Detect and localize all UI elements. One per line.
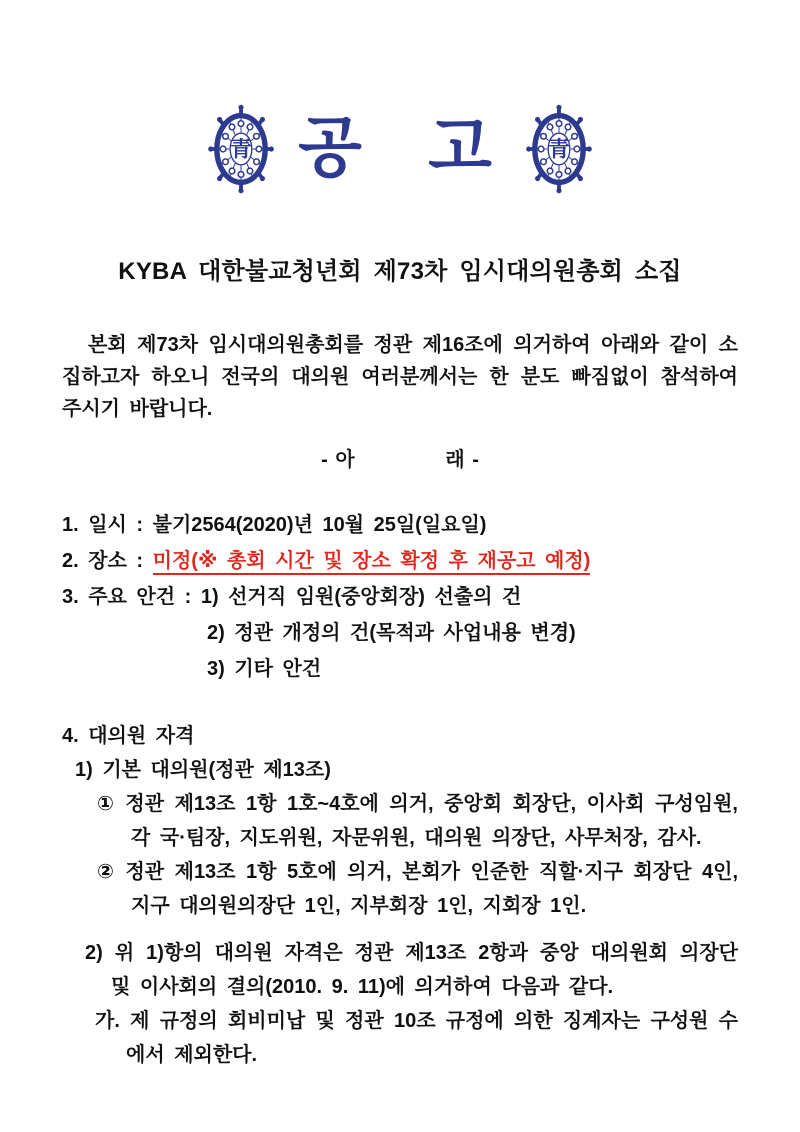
kyba-dharma-wheel-logo-right xyxy=(524,103,594,195)
kyba-dharma-wheel-logo-left xyxy=(206,103,276,195)
basic-delegate-heading: 1) 기본 대의원(정관 제13조) xyxy=(75,759,331,781)
notice-heading: 공 고 xyxy=(298,110,502,184)
delegate-qualification-section xyxy=(62,719,738,1072)
qualification-heading: 4. 대의원 자격 xyxy=(62,725,195,747)
basic-delegate-clause-1: ① 정관 제13조 1항 1호~4호에 의거, 중앙회 회장단, 이사회 구성임원, 각 국·팀장, 지도위원, 자문위원, 대의원 의장단, 사무처장, 감사. xyxy=(97,793,738,849)
list-item-venue xyxy=(62,543,738,579)
list-item-main-agenda: 3. 주요 안건 : 1) 선거직 임원(중앙회장) 선출의 건 xyxy=(62,586,522,608)
agenda-sub-item-3: 3) 기타 안건 xyxy=(207,658,322,680)
qualification-rule-2-ga: 가. 제 규정의 회비미납 및 정관 10조 규정에 의한 징계자는 구성원 수에서 제외한다. xyxy=(95,1010,738,1066)
header xyxy=(0,0,800,195)
intro-paragraph: 본회 제73차 임시대의원총회를 정관 제16조에 의거하여 아래와 같이 소집하고자 하오니 전국의 대의원 여러분께서는 한 분도 빠짐없이 참석하여 주시기 바랍니다. xyxy=(62,334,738,420)
cheong-character: 青 xyxy=(230,136,252,162)
venue-status-highlight: 미정(※ 총회 시간 및 장소 확정 후 재공고 예정) xyxy=(153,550,591,575)
cheong-character: 青 xyxy=(548,136,570,162)
basic-delegate-clause-2: ② 정관 제13조 1항 5호에 의거, 본회가 인준한 직할·지구 회장단 4인, 지구 대의원의장단 1인, 지부회장 1인, 지회장 1인. xyxy=(97,861,738,917)
venue-label: 2. 장소 : xyxy=(62,550,153,572)
agenda-sub-item-2: 2) 정관 개정의 건(목적과 사업내용 변경) xyxy=(207,622,576,644)
document-title: KYBA 대한불교청년회 제73차 임시대의원총회 소집 xyxy=(118,258,682,285)
qualification-rule-2: 2) 위 1)항의 대의원 자격은 정관 제13조 2항과 중앙 대의원회 의장단 및 이사회의 결의(2010. 9. 11)에 의거하여 다음과 같다. xyxy=(85,942,738,998)
arae-divider-label: - 아 래 - xyxy=(321,449,479,471)
agenda-list xyxy=(62,507,738,687)
list-item-date: 1. 일시 : 불기2564(2020)년 10월 25일(일요일) xyxy=(62,514,487,536)
